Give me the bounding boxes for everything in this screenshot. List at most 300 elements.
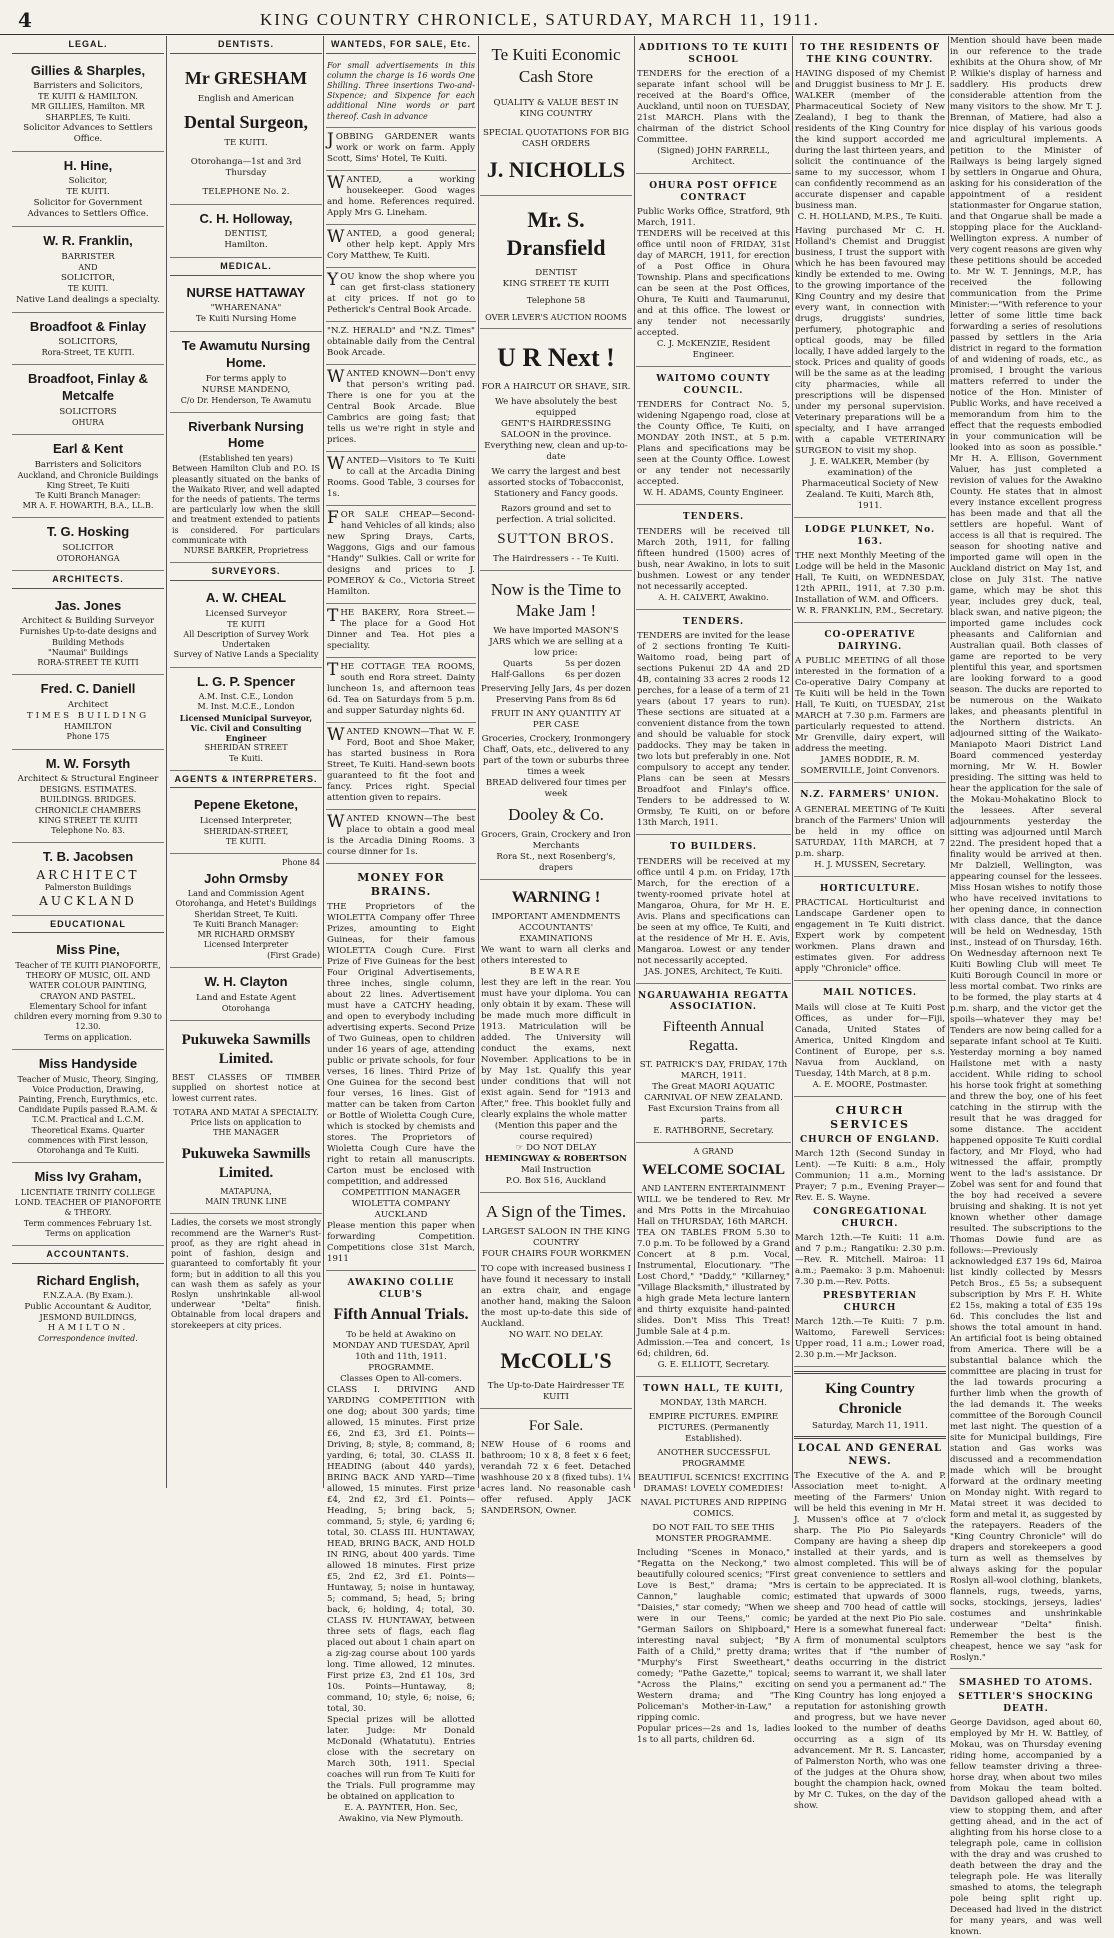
ad-home: Te Kuiti Nursing Home: [195, 314, 297, 325]
ad-role: SOLICITORS: [59, 406, 117, 417]
ad-english: [12, 1267, 164, 1350]
ad-sub: Grocers, Grain, Crockery and Iron Merchants: [481, 829, 631, 851]
notice-text: TENDERS are invited for the lease of 2 sections fronting Te Kuiti-Waitomo road, being part of sections Pukenui 2D 4A and 2D 4B, containing 33 acres 2 roods 12 perches, for a lease of a term of 21 years (about 17 years to run). These sections are situated at a convenient distance from the town and should be valuable for stock paddocks. They may be taken in two lots but preferably in one. Not compulsory to accept any tender. Plans can be seen at Messrs Broadfoot and Finlay's office. Tenders to be addressed to W. Ormsby, Te Kuiti, on or before 13th March, 1911.: [637, 631, 790, 829]
notice-text: HAVING disposed of my Chemist and Druggist business to Mr J. E. WALKER (member of the Pharmaceutical Society of New Zealand), I beg to thank the residents of the King Country for the kind support accorded me during the last thirteen years, and solicit the continuance of the same to my successor, whom I can confidently recommend as an accurate dispenser and capable business man.: [795, 69, 945, 212]
notice-beautiful: BEAUTIFUL SCENICS! EXCITING DRAMAS! LOVELY COMEDIES!: [638, 1473, 789, 1495]
ad-jelly: Preserving Jelly Jars, 4s per dozen: [481, 684, 631, 695]
notice-sub: AND LANTERN ENTERTAINMENT: [641, 1184, 786, 1194]
ad-hours: Otorohanga—1st and 3rd Thursday: [190, 156, 302, 178]
ad-name: Mr. S. Dransfield: [506, 206, 606, 260]
ad-name: Riverbank Nursing Home: [188, 418, 304, 451]
ad-phone: Telephone 58: [526, 295, 586, 306]
ad-bldg: Palmerston Buildings: [44, 883, 132, 893]
ad-dransfield: [480, 196, 632, 330]
ad-hosking: [12, 518, 164, 571]
ad-special: SPECIAL QUOTATIONS FOR BIG CASH ORDERS: [483, 127, 629, 149]
ad-handyside: [12, 1050, 164, 1164]
ad-pans: Preserving Pans from 8s 6d: [495, 695, 617, 706]
church-heading: CHURCH SERVICES: [830, 1103, 910, 1131]
ad-forsyth: [12, 750, 164, 844]
ad-street: KING STREET TE KUITI: [502, 278, 610, 289]
ad-note: Solicitor Advances to Settlers Office.: [23, 122, 153, 144]
ad-branch: Te Kuiti Branch Manager:: [35, 491, 141, 500]
ad-heading: AWAKINO COLLIE CLUB'S: [347, 1278, 455, 1300]
ad-broadfoot: [12, 313, 164, 366]
ad-role: Licensed Interpreter,: [199, 815, 293, 826]
ad-addr: "Naumai" Buildings: [48, 647, 128, 657]
notice-sign: H. J. MUSSEN, Secretary.: [814, 859, 926, 870]
ad-title: A Sign of the Times.: [485, 1202, 627, 1222]
ad-name: Jas. Jones: [54, 597, 122, 613]
ad-est: (Established ten years): [199, 454, 293, 464]
church-text: March 12th.—Te Kuiti: 7 p.m. Waitomo, Farewell Services: Upper road, 11 a.m.; Lower road, 2.30 p.m.—Mr Jackson.: [795, 1317, 945, 1361]
ad-note: Solicitor for Government Advances to Settlers Office.: [27, 198, 149, 220]
notice-heading: HORTICULTURE.: [819, 883, 921, 894]
notice-sign: C. H. HOLLAND, M.P.S., Te Kuiti.: [797, 212, 943, 223]
notice-tenders-bush: [636, 505, 791, 610]
ad-manager: MR RICHARD ORMSBY: [197, 930, 295, 940]
church-services: [794, 1097, 946, 1368]
ad-role: DENTIST: [535, 267, 577, 278]
ad-city: HAMILTON.: [47, 1322, 129, 1333]
notice-heading: LODGE PLUNKET, No. 163.: [804, 525, 936, 547]
notice-heading: N.Z. FARMERS' UNION.: [800, 790, 940, 801]
ad-name: Broadfoot, Finlay & Metcalfe: [28, 371, 148, 404]
ad-warning: [480, 880, 632, 1193]
classified-ad: YOU know the shop where you can get first-class stationery at city prices. If not go to Petherick's Central Book Arcade.: [326, 268, 476, 322]
ad-role: Solicitor,: [68, 176, 108, 187]
ad-role: DENTIST,: [224, 229, 268, 240]
ad-branch: Te Kuiti Branch Manager:: [193, 919, 299, 929]
notice-heading: TENDERS.: [682, 616, 745, 627]
ad-addr: C/o Dr. Henderson, Te Awamutu: [180, 395, 312, 405]
ad-nurse: NURSE MANDENO,: [201, 384, 291, 395]
ad-heading: MONEY FOR BRAINS.: [357, 870, 445, 898]
ad-house: "WHARENANA": [210, 303, 282, 314]
ad-name: Miss Handyside: [38, 1055, 138, 1071]
ad-clayton: [170, 968, 322, 1021]
news-heading: LOCAL AND GENERAL NEWS.: [797, 1442, 943, 1467]
notice-text: TENDERS will be received at my office until 4 p.m. on Friday, 17th March, for the erection of a twenty-roomed private hotel at Mangaroa, Ohura, for Mr H. E. Avis. Plans and specifications can be seen at my office, Te Kuiti, and at the residence of Mr H. E. Avis, Mangaroa. Lowest or any tender not necessarily accepted.: [637, 856, 790, 966]
ad-for-sale: [480, 1409, 632, 1522]
ad-text: BEST CLASSES OF TIMBER supplied on shortest notice at lowest current rates.: [172, 1073, 320, 1103]
news-text: The Executive of the A. and P. Association meet to-night. A meeting of the Farmers' Union will be held this evening in Mr H. J. Mussen's office at 7 o'clock sharp. The Pio Pio Saleyards Company are having a sheep dip installed at their yards, and is almost completed. This will be of great convenience to settlers and is certain to be appreciated. It is estimated that upwards of 3000 sheep and 700 head of cattle will be yarded at the next Pio Pio sale. Here is a somewhat funereal fact: A firm of monumental sculptors writes that if "the number of deaths occurring in the district seems to warrant it, we shall later on send you a permanent ad." The King Country has long enjoyed a reputation for astonishing growth and progress, but we have never looked to the number of deaths occurring as a sign of its advancement. Mr R. S. Lancaster, of Palmerston North, who was one of the judges at the Ohura show, bought the champion hack, owned by Mr C. Tukes, on the day of the show.: [794, 1471, 946, 1812]
ad-over: OVER LEVER'S AUCTION ROOMS: [485, 312, 627, 322]
ad-name: M. W. Forsyth: [45, 755, 131, 771]
ad-people: MR GILLIES, Hamilton. MR SHARPLES, Te Kuiti.: [31, 102, 145, 122]
ad-razors: Razors ground and set to perfection. A trial solicited.: [496, 504, 616, 526]
ad-grade: (First Grade): [267, 950, 320, 960]
ad-place: OHURA: [71, 417, 105, 427]
ad-name: John Ormsby: [204, 870, 288, 886]
section-heading: LEGAL.: [12, 36, 164, 54]
notice-sign: J. E. WALKER, Member (by examination) of the Pharmaceutical Society of New Zealand. Te Kuiti, March 8th, 1911.: [801, 457, 939, 512]
notice-text: A PUBLIC MEETING of all those interested in the formation of a Co-operative Dairy Company at Te Kuiti will be held in the Town Hall, Te Kuiti, on TUESDAY, 21st MARCH at 7.30 p.m. Farmers are particularly requested to attend. Mr Grenville, dairy expert, will address the meeting.: [795, 656, 945, 755]
ad-sutton: [480, 329, 632, 570]
notice-regatta: [636, 984, 791, 1143]
notice-ohura: [636, 174, 791, 367]
editorial-date: Saturday, March 11, 1911.: [811, 1420, 929, 1431]
ad-when: To be held at Awakino on MONDAY AND TUESDAY, April 10th and 11th, 1911.: [332, 1329, 470, 1362]
section-heading: MEDICAL.: [170, 258, 322, 276]
ad-place: Otorohanga: [221, 1003, 271, 1013]
column-rule: [166, 36, 167, 1488]
ad-phone: Phone 84: [282, 858, 320, 868]
ad-place: Auckland, and Chronicle Buildings King Street, Te Kuiti: [17, 470, 159, 490]
notice-farmers: [794, 783, 946, 877]
ad-sub: English and American: [197, 93, 295, 104]
notice-sign: E. RATHBORNE, Secretary.: [653, 1126, 774, 1137]
price-value: 5s per dozen: [564, 659, 621, 670]
church-sub: CONGREGATIONAL CHURCH.: [813, 1207, 927, 1229]
ad-text: Teacher of TE KUITI PIANOFORTE, THEORY OF MUSIC, OIL AND WATER COLOUR PAINTING, CRAYON AND PASTEL.: [15, 961, 161, 1001]
notice-another: ANOTHER SUCCESSFUL PROGRAMME: [657, 1448, 770, 1470]
ad-bldg: TIMES BUILDING: [26, 711, 150, 722]
ad-sign: E. A. PAYNTER, Hon. Sec, Awakino, via New Plymouth.: [338, 1802, 464, 1824]
classified-ad: "N.Z. HERALD" and "N.Z. Times" obtainable daily from the Central Book Arcade.: [326, 322, 476, 365]
ad-role: Public Accountant & Auditor,: [24, 1301, 152, 1312]
notice-text: THE next Monthly Meeting of the Lodge will be held in the Masonic Hall, Te Kuiti, on WEDNESDAY, 12th APRIL, 1911, at 7.30 p.m. Installation of W.M. and Officers.: [795, 551, 945, 606]
section-heading: EDUCATIONAL: [12, 916, 164, 934]
notice-text: TENDERS for the erection of a separate infant school will be received at the Board's Office, Auckland, until noon on TUESDAY, 21st MARCH. Plans with the chairman of the district School Committee.: [637, 69, 790, 146]
notice-date: ST. PATRICK'S DAY, FRIDAY, 17th MARCH, 1911.: [639, 1060, 788, 1082]
price-item: Half-Gallons: [490, 670, 545, 681]
ad-hattaway: [170, 279, 322, 333]
ad-amend: IMPORTANT AMENDMENTS: [491, 912, 621, 923]
ad-name: W. R. Franklin,: [43, 233, 133, 249]
notice-waitomo: [636, 367, 791, 505]
ad-prog: PROGRAMME.: [368, 1362, 434, 1373]
notice-empire: EMPIRE PICTURES. EMPIRE PICTURES. (Permanently Established).: [648, 1412, 779, 1445]
ad-nodelay: ☞ DO NOT DELAY: [515, 1143, 597, 1154]
section-heading: ARCHITECTS.: [12, 571, 164, 589]
notice-grand: A GRAND: [693, 1147, 734, 1157]
notice-dairying: [794, 623, 946, 783]
ad-name: Richard English,: [36, 1272, 140, 1288]
notice-adm: Admission.—Tea and concert, 1s 6d; children, 6d.: [637, 1337, 790, 1359]
ad-name: W. H. Clayton: [204, 973, 288, 989]
ad-place: MATAPUNA,: [220, 1186, 272, 1196]
classified-ad: WANTED KNOWN—That W. F. Ford, Boot and Shoe Maker, has started business in Rora Street, Te Kuiti. Hand-sewn boots guaranteed to fit the foot and fancy. Prices right. Special attention given to repairs.: [326, 723, 476, 810]
ad-addr: COMPETITION MANAGER WIOLETTA COMPANY AUCKLAND: [341, 1188, 461, 1221]
notice-title: Fifteenth Annual Regatta.: [662, 1018, 765, 1054]
rates-note: For small advertisements in this column the charge is 16 words One Shilling. Three insertions Two-and-Sixpence; and Sixpence for each additional Nine words or part thereof. Cash in advance: [326, 57, 476, 128]
ad-quality: QUALITY & VALUE BEST IN KING COUNTRY: [493, 97, 619, 119]
ad-gresham: [170, 57, 322, 205]
ad-name: Pukuweka Sawmills Limited.: [181, 1031, 311, 1067]
ad-place: TE KUITI.: [67, 284, 109, 294]
ad-spencer: [170, 668, 322, 771]
ad-name: T. G. Hosking: [46, 524, 130, 540]
ad-mention: (Mention this paper and the course required): [494, 1121, 618, 1143]
notice-text: TENDERS will be received till March 20th, 1911, for falling fifteen hundred (1500) acres of bush, near Awakino, in lots to suit bushmen. Lowest or any tender not necessarily accepted.: [637, 526, 790, 592]
news-text: George Davidson, aged about 60, employed by Mr H. W. Battley, of Mokau, was on Thursday evening riding home, accompanied by a fellow teamster driving a three-horse dray, when about two miles from Mokau the team bolted. Davidson galloped ahead with a view to stopping them, and after getting ahead, and in the act of alighting from his horse close to a telegraph pole, came in collision with the dray and was crushed to death between the dray and the telegraph pole. He was literally smashed to atoms, the telegraph pole being split right up. Deceased had lived in the district for many years, and was well known.: [950, 1718, 1102, 1938]
classified-ad: WANTED, a working housekeeper. Good wages and home. References required. Apply Mrs G. Lineham.: [326, 171, 476, 225]
ad-jars: We have imported MASON'S JARS which we are selling at a low price:: [489, 626, 623, 659]
ad-text: lest they are left in the rear. You must have your diploma. You can only obtain it by exam. These will be made much more difficult in 1913. Matriculation will be added. The University will conduct the exams, next November. Applications to be in by May 1st. Qualify this year under conditions that will not exist again. Send for "1913 and After," free. This booklet fully and clearly explains the whole matter: [481, 978, 631, 1121]
ad-classes: Classes Open to All-comers.: [340, 1373, 462, 1384]
ad-and: AND: [78, 263, 98, 273]
ad-mccoll: [480, 1193, 632, 1409]
ad-role: Architect & Structural Engineer: [17, 774, 159, 785]
ad-role: Barristers and Solicitors,: [33, 81, 143, 92]
ad-note: Native Land dealings a specialty.: [16, 294, 160, 305]
ad-title: WARNING !: [511, 888, 601, 906]
ad-text: Teacher of Music, Theory, Singing, Voice Production, Drawing, Painting, French, Eurythmics, etc. Candidate Pupils passed R.A.M. & T.C.M. Practical and L.C.M. Theoretical Exams. Quarter commences with First lesson, Otorohanga and Te Kuiti.: [17, 1074, 159, 1156]
notice-heading: CO-OPERATIVE DAIRYING.: [824, 630, 916, 652]
ad-role: Licensed Surveyor: [205, 608, 287, 619]
column-notices: [794, 36, 946, 1812]
ad-terms: Term commences February 1st. Terms on application: [23, 1218, 153, 1238]
column-wanteds: [326, 36, 476, 1824]
ad-corsets: Ladies, the corsets we most strongly recommend are the Warner's Rust-proof, as they are right ahead in point of fashion, design and guaranteed to comfortably fit your form; but in addition to all this you can wash them as safely as your Roslyn unshrinkable all-wool underwear "Delta" finish. Obtainable from local drapers and storekeepers at city prices.: [171, 1218, 321, 1330]
ad-name: Mr GRESHAM: [184, 67, 308, 88]
ad-sign: NURSE BARKER, Proprietress: [183, 546, 309, 556]
ad-name: Gillies & Sharples,: [30, 62, 146, 78]
divider: [794, 1371, 946, 1374]
ad-text: Furnishes Up-to-date designs and Building Methods: [19, 627, 157, 647]
classified-ad: WANTED—Visitors to Te Kuiti to call at the Arcadia Dining Rooms. Good Table, 3 courses for 1s.: [326, 452, 476, 506]
ad-text: We want to warn all clerks and others interested to: [481, 945, 631, 967]
news-text: Mention should have been made in our reference to the trade exhibits at the Ohura show, of Mr P. Wilkie's display of harness and saddlery. His products drew considerable attention from the many visitors to the show. Mr T. J. Brennan, of Matiere, had also a nice display of his various goods and agricultural implements. A petition to the Minister of Railways is being largely signed by settlers in Ongarue and Ohura, asking for his consideration of the appointment of a resident stationmaster for Ongarue station, and that Ongarue shall be made a stopping place for the Auckland-Wellington express. A number of very cogent reasons are given why these petitions should be acceded to. Mr W. T. Jennings, M.P., has received the following communication from the Prime Minister:—"With reference to your letter of some little time back forwarding a series of resolutions passed by settlers in the Aria district in regard to the formation of and widening of roads, etc., as promised, I brought the various matters referred to under the notice of the Hon. Minister of Public Works, and have received a memorandum from him to the effect that the requests embodied in your communication will be looked into as soon as possible." Mr H. A. Ellison, Government Valuer, has just completed a revision of values for the Awakino County. He states that in almost every instance excellent progress has been made and that all the settlers are hopeful. Want of access is all that is required. The season for shooting native and imported game will open in the Auckland district on May 1st, and close on July 31st. The native game, which may be shot this year, includes grey duck, teal, black swan, and native pigeon; the imported game includes cock pheasants and Californian and Australian quail. Both classes of game are reported to be very plentiful this year, and sportsmen are looking forward to a good season. The ducks are reported to be numerous on the Waikato lakes, and pheasants plentiful in the Northern districts. An adjourned sitting of the Waikato-Maniapoto Maori District Land Board commenced yesterday morning, Mr W. H. Bowler presiding. The sitting was held to hear the application for the sale of the Mokau-Mohakatino Block to the lessees. After several adjournments yesterday the sitting was adjourned until March 22nd. The president hoped that a finality would be arrived at then. Mr Dalziell, Wellington, was appearing counsel for the lessees. Miss Hosan wishes to notify those who have received invitations to her opening dance, in connection with class dance, that the dance will be held on Wednesday, 15th inst., instead of on Thursday, 16th. On Wednesday afternoon next Te Kuiti Bowling Club will meet Te Kuiti Borough Council in more or less mortal combat. Two rinks are to be formed, the play starts at 4 p.m. sharp, and the victor get the spoils—whatever they may be! Tenders are now being called for a separate infant school at Te Kuiti. Yesterday morning a boy named Hailstone met with a nasty accident. While riding to school his horse took fright at something and threw the boy, one of his feet catching in the stirrup with the result that he was dragged for some distance. The accident happened opposite Te Kuiti cordial factory, and Mr Floyd, who had witnessed the affair, promptly went to the lad's assistance. Dr Zobel was sent for and found that the boy had received a severe bruising and shaking. It is not yet known whether other damage resulted. The subscriptions to the Thomas Dowie fund are as follows:—Previously acknowledged £37 19s 6d, Mairoa list kindly collected by Messrs Petch Bros., £5 5s; a subsequent subscription by Mrs F. H. White £2 15s, making a total of £35 19s 6d. This concludes the list and shows the total amount in hand. An artificial foot is being obtained from America. There will be a substantial balance which the committee are placing in trust for the lad towards procuring a further limb when the growth of the lad demands it. The weeks committee of the Borough Council met last night. The question of a site for Municipal buildings, Fire station and Gas works was discussed and a recommendation made which will be brought forward at the ordinary meeting on Monday night. With regard to Matai street it was decided to form and metal it, as suggested by the ratepayers. Readers of the "King Country Chronicle" will do drapers and storekeepers a good turn as well as themselves by always asking for the popular Roslyn all-wool clothing, blankets, flannels, rugs, tweeds, yarns, socks, stockings, jerseys, ladies' costumes and unshrinkable underwear "Delta" finish. Remember the best is the cheapest, hence we say "ask for Roslyn.": [950, 36, 1102, 1663]
ad-jones: [12, 592, 164, 676]
ad-bread: BREAD delivered four times per week: [485, 778, 627, 800]
ad-nowait: NO WAIT. NO DELAY.: [508, 1330, 604, 1341]
notice-heading: TENDERS.: [682, 512, 745, 523]
notice-heading: ADDITIONS TO TE KUITI SCHOOL: [638, 43, 789, 65]
column-rule: [478, 36, 479, 1488]
ad-text: LICENTIATE TRINITY COLLEGE LOND. TEACHER OF PIANOFORTE & THEORY.: [14, 1188, 162, 1218]
notice-horticulture: [794, 877, 946, 982]
ad-city: HAMILTON: [64, 722, 112, 732]
classified-ad: THE COTTAGE TEA ROOMS, south end Rora street. Dainty luncheon 1s, and afternoon teas 6d. Tea on Saturdays from 5 p.m. and supper Saturday nights 6d.: [326, 658, 476, 723]
ad-chairs: FOUR CHAIRS FOUR WORKMEN: [481, 1249, 631, 1260]
ad-dooley: [480, 571, 632, 880]
ad-title: Fifth Annual Trials.: [333, 1306, 469, 1324]
ad-role: Land and Estate Agent: [196, 992, 296, 1003]
ad-addr: Rora St., next Rosenberg's, drapers: [496, 851, 616, 873]
notice-trains: Fast Excursion Trains from all parts.: [647, 1104, 780, 1126]
ad-note: Please mention this paper when forwarding Competition. Competitions close 31st March, 1911: [327, 1221, 475, 1265]
notice-date: MONDAY, 13th MARCH.: [659, 1398, 768, 1409]
ad-text: TO cope with increased business I have found it necessary to install an extra chair, and engage another hand, making the Saloon the most up-to-date this side of Auckland.: [481, 1264, 631, 1330]
ad-holloway: [170, 205, 322, 259]
ad-clean: Everything new, clean and up-to-date: [484, 441, 628, 463]
editorial-masthead: King Country Chronicle: [825, 1381, 915, 1417]
ad-name: Pepene Eketone,: [193, 797, 299, 813]
ad-title: For Sale.: [528, 1418, 584, 1435]
ad-money-for-brains: [326, 864, 476, 1271]
ad-name: Earl & Kent: [52, 440, 124, 456]
ad-graham: [12, 1163, 164, 1246]
ad-role: Barristers and Solicitors: [34, 459, 142, 470]
ad-collie-club: [326, 1271, 476, 1830]
ad-note: Correspondence invited.: [38, 1333, 138, 1343]
ad-awamutu: [170, 332, 322, 412]
ad-saloon: GENT'S HAIRDRESSING SALOON in the province.: [500, 419, 612, 441]
notice-heading: TO THE RESIDENTS OF THE KING COUNTRY.: [799, 43, 941, 65]
section-heading: ACCOUNTANTS.: [12, 1246, 164, 1264]
ad-name: Fred. C. Daniell: [40, 681, 136, 697]
notice-text: Mails will close at Te Kuiti Post Offices, as under for—Fiji, Canada, United States of America, United Kingdom and Continent of Europe, per s.s. Navua from Auckland, on Tuesday, 14th March, at 8 p.m.: [795, 1002, 945, 1079]
column-display-ads: [480, 36, 632, 1517]
ad-phone: Phone 175: [66, 732, 110, 742]
ad-terms: Terms on application.: [44, 1032, 132, 1042]
classified-ad: THE BAKERY, Rora Street.—The place for a Good Hot Dinner and Tea. Hot pies a speciality.: [326, 604, 476, 658]
notice-text: WILL we be tendered to Rev. Mr and Mrs Potts in the Mircahuiao Hall on THURSDAY, 16th MARCH.: [637, 1194, 790, 1227]
section-heading: WANTEDS, FOR SALE, Etc.: [326, 36, 476, 54]
price-item: Quarts: [502, 659, 533, 670]
notice-text: TENDERS for Contract No. 5, widening Ngapengo road, close at the County Office, Te Kuiti, on MONDAY 20th INST., at 5 p.m. Plans and specifications may be seen at the County Office. Lowest or any tender not necessarily accepted.: [637, 400, 790, 488]
ad-place: Te Kuiti.: [229, 753, 263, 763]
ad-cheal: [170, 584, 322, 668]
ad-street: SHERIDAN-STREET,: [203, 826, 289, 836]
notice-sign: JAS. JONES, Architect, Te Kuiti.: [644, 966, 783, 977]
ad-text: Otorohanga, and Hetet's Buildings Sheridan Street, Te Kuiti.: [175, 899, 317, 919]
ad-cred: A.M. Inst. C.E., London: [198, 692, 294, 702]
ad-text: All Description of Survey Work Undertaken: [183, 629, 309, 650]
page-number: 4: [18, 8, 32, 32]
ad-note: Special prizes will be allotted later. Judge: Mr Donald McDonald (Whatatutu). Entries close with the secretary on March 30th, 1911. Special coaches will run from Te Kuiti for the Trials. Full programme may be obtained on application to: [327, 1714, 475, 1802]
ad-name: NURSE HATTAWAY: [186, 284, 306, 300]
ad-name: Te Awamutu Nursing Home.: [181, 338, 311, 370]
column-rule: [948, 36, 949, 1488]
ad-mgr: THE MANAGER: [213, 1128, 279, 1138]
ad-sub: The Hairdressers - - Te Kuiti.: [492, 553, 619, 564]
ad-broadfoot-ohura: [12, 365, 164, 434]
ad-text: For terms apply to: [205, 373, 287, 384]
section-heading: DENTISTS.: [170, 36, 322, 54]
ad-addr: P.O. Box 516, Auckland: [505, 1176, 607, 1187]
notice-text: The Great MAORI AQUATIC CARNIVAL OF NEW ZEALAND.: [644, 1082, 783, 1104]
ad-name: L. G. P. Spencer: [196, 673, 296, 689]
ad-city: AUCKLAND: [39, 893, 137, 908]
divider: [950, 1668, 1102, 1669]
notice-empire-pictures: [636, 1377, 791, 1752]
ad-text: DESIGNS. ESTIMATES. BUILDINGS. BRIDGES.: [39, 785, 137, 805]
masthead-title: KING COUNTRY CHRONICLE, SATURDAY, MARCH 11, 1911.: [260, 10, 820, 29]
notice-heading: WAITOMO COUNTY COUNCIL.: [656, 374, 771, 396]
ad-note: Elementary School for infant children every morning from 9.30 to 12.30.: [14, 1001, 162, 1032]
ad-riverbank: [170, 413, 322, 564]
masthead: [0, 0, 1114, 35]
ad-street: KING STREET TE KUITI: [38, 815, 138, 825]
ad-beware: BEWARE: [530, 967, 582, 978]
price-row: [481, 670, 631, 681]
church-text: March 12th (Second Sunday in Lent). —Te Kuiti: 8 a.m., Holy Communion; 11 a.m., Morning Prayer; 7 p.m., Evening Prayer—Rev. E. S. Wayne.: [795, 1149, 945, 1204]
notice-donot: DO NOT FAIL TO SEE THIS MONSTER PROGRAMME.: [652, 1523, 775, 1545]
news-heading: SMASHED TO ATOMS.: [959, 1676, 1093, 1688]
ad-role: SOLICITOR,: [61, 273, 115, 284]
ad-haircut: FOR A HAIRCUT OR SHAVE, SIR.: [481, 382, 631, 393]
ad-name: J. NICHOLLS: [486, 156, 626, 182]
ad-title: Now is the Time to Make Jam !: [490, 579, 622, 621]
ad-jacobsen: [12, 843, 164, 916]
ad-grocery: Groceries, Crockery, Ironmongery Chaff, Oats, etc., delivered to any part of the town or suburbs three times a week: [481, 734, 631, 778]
ad-text: Between Hamilton Club and P.O. IS pleasantly situated on the banks of the Waikato River, and well adapted for the needs of patients. The terms are particularly low when the skill and treatment extended to patients is considered. For particulars communicate with: [172, 464, 320, 545]
ad-role: SOLICITOR: [62, 543, 114, 554]
notice-sign: (Signed) JOHN FARRELL, Architect.: [657, 146, 770, 168]
classified-ad: WANTED KNOWN—The best place to obtain a good meal is the Arcadia Dining Rooms. 3 course dinner for 1s.: [326, 810, 476, 864]
news-subheading: SETTLER'S SHOCKING DEATH.: [958, 1692, 1094, 1714]
notice-mail: [794, 981, 946, 1097]
ad-place: TE KUITI.: [66, 187, 110, 198]
price-row: [481, 659, 631, 670]
ad-text: CLASS I. DRIVING AND YARDING COMPETITION with one dog; about 300 yards; time allowed, 15 minutes. First prize £6, 2nd £3, 3rd £1. Points—Driving, 8; style, 8; command, 8; yarding, 6; total, 30. CLASS II. HEADING (about 440 yards), BRING BACK AND YARD—Time allowed, 15 minutes. First prize £4, 2nd £2, 3rd £1. Points—Heading, 5; bring back, 5; command, 5; style, 6; yarding 6; total, 30. CLASS III. HUNTAWAY, HEAD, BRING BACK, AND HOLD IN RING, about 400 yards. Time allowed 18 minutes. First prize £5, 2nd £2, 3rd £1. Points—Huntaway, 5; noise in huntaway, 5; command, 5; head, 5; bring back, 6; holding, 4; total, 30. CLASS IV. HUNTAWAY, between three sets of flags, each flag placed out about 1 chain apart on a zig-zag course about 100 yards long. Time allowed, 12 minutes. First prize £3, 2nd £1 10s, 3rd 10s. Points—Huntaway, 8; command, 10; style, 6; noise, 6; total, 30.: [327, 1384, 475, 1714]
classified-ad: JOBBING GARDENER wants work or work on farm. Apply Scott, Sims' Hotel, Te Kuiti.: [326, 128, 476, 171]
ad-text: NEW House of 6 rooms and bathroom; 10 x 8, 8 feet x 6 feet; verandah 72 x 6 feet. Detached washhouse 20 x 8 (fixed tubs). 1¼ acres land. No reasonable cash offer refused. Apply JACK SANDERSON, Owner.: [481, 1440, 631, 1517]
ad-place: TE KUITI.: [225, 837, 267, 847]
ad-role: Land and Commission Agent: [187, 889, 305, 899]
ad-name: Dooley & Co.: [508, 805, 604, 825]
ad-street: SHERIDAN STREET: [204, 743, 288, 753]
notice-sign: C. J. McKENZIE, Resident Engineer.: [656, 339, 771, 361]
ad-cred: M. Inst. M.C.E., London: [197, 702, 295, 712]
classified-ad: FOR SALE CHEAP—Second-hand Vehicles of all kinds; also new Spring Drays, Carts, Waggons, Gigs and our famous "Handy" Sulkies. Call or write for designs and prices to J. POMEROY & Co., Victoria Street Hamilton.: [326, 506, 476, 604]
section-heading: SURVEYORS.: [170, 563, 322, 581]
ad-eketone: [170, 791, 322, 854]
ad-title: Dental Surgeon,: [183, 111, 308, 132]
ad-name: Miss Pine,: [56, 942, 120, 958]
ad-place: TE KUITI: [227, 619, 265, 629]
ad-role: Architect: [67, 700, 109, 711]
notice-lodge: [794, 518, 946, 623]
notice-sign: G. E. ELLIOTT, Secretary.: [657, 1359, 770, 1370]
notice-text: TENDERS will be received at this office until noon of FRIDAY, 31st day of MARCH, 1911, for erection of a Post Office in Ohura Township. Plans and specifications can be seen at the Post Offices, Ohura, Te Kuiti and Taumarunui, and at this office. The lowest or any tender not necessarily accepted.: [637, 229, 790, 339]
church-sub: CHURCH OF ENGLAND.: [799, 1134, 941, 1145]
ad-title: U R Next !: [497, 343, 615, 373]
notice-prices: Popular prices—2s and 1s, ladies 1s to all parts, children 6d.: [637, 1724, 790, 1746]
ad-price: Price lists on application to: [190, 1118, 302, 1128]
price-value: 6s per dozen: [564, 670, 621, 681]
column-rule: [323, 36, 324, 1488]
notice-naval: NAVAL PICTURES AND RIPPING COMICS.: [640, 1498, 787, 1520]
ad-daniell: [12, 675, 164, 749]
ad-role: SOLICITORS,: [58, 337, 118, 348]
ad-phone: TELEPHONE No. 2.: [202, 186, 290, 197]
notice-school: [636, 36, 791, 174]
notice-residents: [794, 36, 946, 518]
ad-name: Broadfoot & Finlay: [29, 318, 147, 334]
classified-ad: WANTED, a good general; other help kept. Apply Mrs Cory Matthew, Te Kuiti.: [326, 225, 476, 268]
ad-hine: [12, 152, 164, 228]
ad-role: BARRISTER: [61, 252, 115, 263]
notice-tenders-lease: [636, 610, 791, 836]
price-table: [481, 659, 631, 681]
ad-place: Rora-Street, TE KUITI.: [41, 348, 135, 358]
ad-role: ARCHITECT: [36, 867, 140, 882]
ad-place: OTOROHANGA: [56, 554, 120, 564]
ad-earl: [12, 435, 164, 519]
ad-name: SUTTON BROS.: [497, 531, 615, 548]
ad-franklin: [12, 227, 164, 312]
notice-builders: [636, 835, 791, 984]
ad-largest: LARGEST SALOON IN THE KING COUNTRY: [481, 1227, 631, 1249]
notice-heading: OHURA POST OFFICE CONTRACT: [649, 181, 778, 203]
ad-role: Licensed Interpreter: [203, 940, 289, 950]
column-tenders: [636, 36, 791, 1746]
ad-street: RORA-STREET TE KUITI: [37, 658, 139, 668]
notice-sign: W. H. ADAMS, County Engineer.: [643, 488, 784, 499]
ad-fruit: FRUIT IN ANY QUANTITY AT PER CASE: [491, 709, 621, 731]
notice-sign: JAMES BODDIE, R. M. SOMERVILLE, Joint Convenors.: [800, 755, 940, 777]
notice-text: A GENERAL MEETING of Te Kuiti branch of the Farmers' Union will be held in my office on SATURDAY, 11th MARCH, at 7 p.m. sharp.: [795, 804, 945, 859]
notice-social: [636, 1143, 791, 1377]
ad-cash-store: [480, 36, 632, 196]
ad-nodelay-text: DO NOT DELAY: [526, 1143, 597, 1154]
notice-heading: MAIL NOTICES.: [823, 988, 917, 999]
ad-pukuweka: [170, 1021, 322, 1215]
